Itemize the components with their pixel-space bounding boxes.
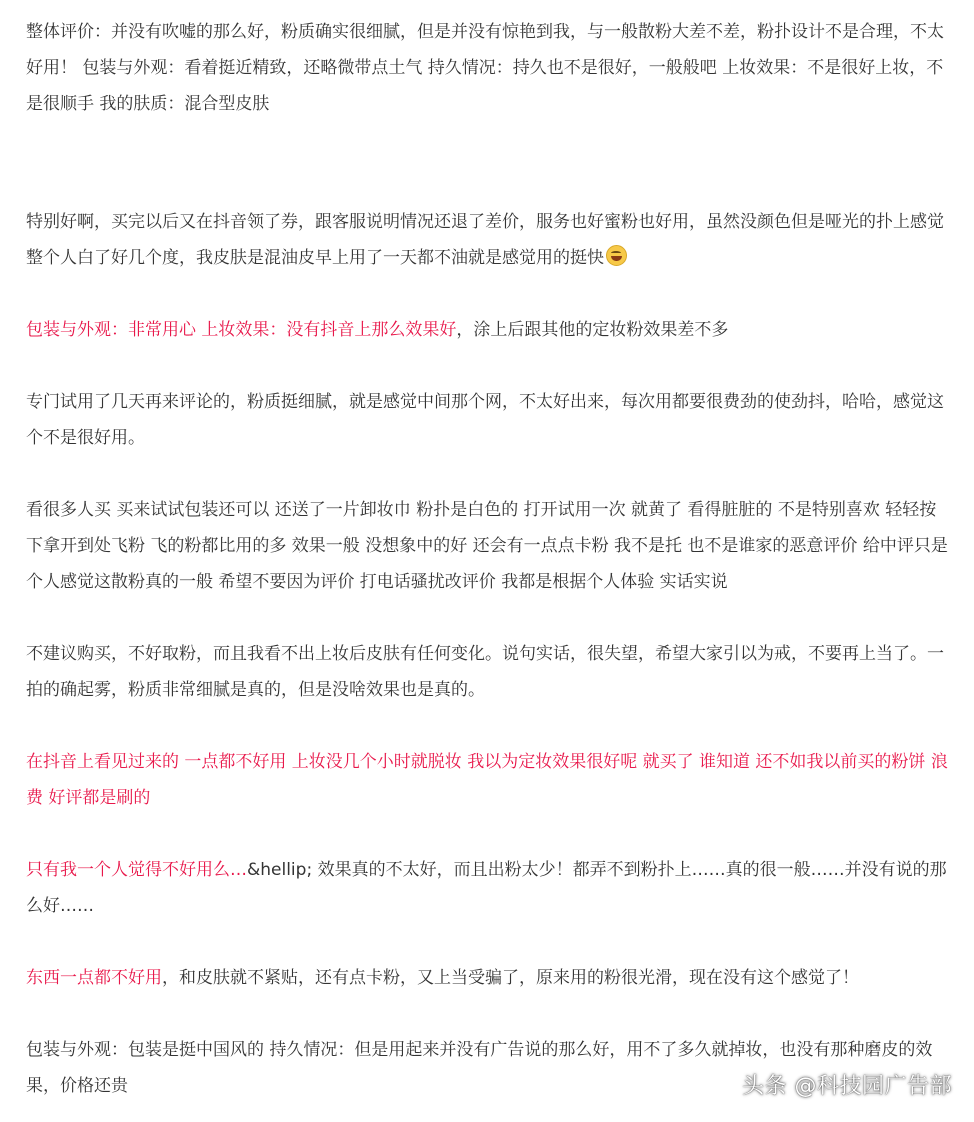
review-list: [26, 14, 948, 1104]
grinning-tears-emoji-icon: [606, 245, 627, 266]
review-text: 专门试用了几天再来评论的，粉质挺细腻，就是感觉中间那个网，不太好出来，每次用都要很费劲的使劲抖，哈哈，感觉这个不是很好用。: [26, 392, 944, 448]
review-highlight: 包装与外观：非常用心 上妆效果：没有抖音上那么效果好: [26, 320, 457, 340]
review-item: [26, 744, 948, 816]
review-item: [26, 636, 948, 708]
review-text: ，涂上后跟其他的定妆粉效果差不多: [456, 320, 729, 340]
review-item: [26, 852, 948, 924]
review-text: ，和皮肤就不紧贴，还有点卡粉，又上当受骗了，原来用的粉很光滑，现在没有这个感觉了！: [162, 968, 859, 988]
watermark: 头条 @科技园广告部: [742, 1074, 952, 1099]
review-item: [26, 960, 948, 996]
review-item: [26, 384, 948, 456]
review-item: [26, 312, 948, 348]
review-text: 包装与外观：包装是挺中国风的 持久情况：但是用起来并没有广告说的那么好，用不了多久就掉妆，也没有那种磨皮的效果，价格还贵: [26, 1040, 933, 1096]
review-item: [26, 492, 948, 600]
review-text: 不建议购买，不好取粉，而且我看不出上妆后皮肤有任何变化。说句实话，很失望，希望大家引以为戒，不要再上当了。一拍的确起雾，粉质非常细腻是真的，但是没啥效果也是真的。: [26, 644, 944, 700]
review-item: [26, 14, 948, 122]
review-text: 特别好啊，买完以后又在抖音领了券，跟客服说明情况还退了差价，服务也好蜜粉也好用，虽然没颜色但是哑光的扑上感觉整个人白了好几个度，我皮肤是混油皮早上用了一天都不油就是感觉用的挺快: [26, 212, 944, 268]
review-text: 整体评价：并没有吹嘘的那么好，粉质确实很细腻，但是并没有惊艳到我，与一般散粉大差不差，粉扑设计不是合理，不太好用！ 包装与外观：看着挺近精致，还略微带点土气 持久情况：持久也不是很好，一般般吧 上妆效果：不是很好上妆，不是很顺手 我的肤质：混合型皮肤: [26, 22, 944, 114]
review-highlight: 东西一点都不好用: [26, 968, 162, 988]
review-item: [26, 204, 948, 276]
review-text: &hellip; 效果真的不太好，而且出粉太少！都弄不到粉扑上……真的很一般……并没有说的那么好……: [26, 860, 947, 916]
review-highlight: 在抖音上看见过来的 一点都不好用 上妆没几个小时就脱妆 我以为定妆效果很好呢 就买了 谁知道 还不如我以前买的粉饼 浪 费 好评都是刷的: [26, 752, 948, 808]
review-text: 看很多人买 买来试试包装还可以 还送了一片卸妆巾 粉扑是白色的 打开试用一次 就黄了 看得脏脏的 不是特别喜欢 轻轻按下拿开到处飞粉 飞的粉都比用的多 效果一般 没想象中的好 还会有一点点卡粉 我不是托 也不是谁家的恶意评价 给中评只是个人感觉这散粉真的一般 希望不要因为评价 打电话骚扰改评价 我都是根据个人体验 实话实说: [26, 500, 948, 592]
review-highlight: 只有我一个人觉得不好用么…: [26, 860, 247, 880]
